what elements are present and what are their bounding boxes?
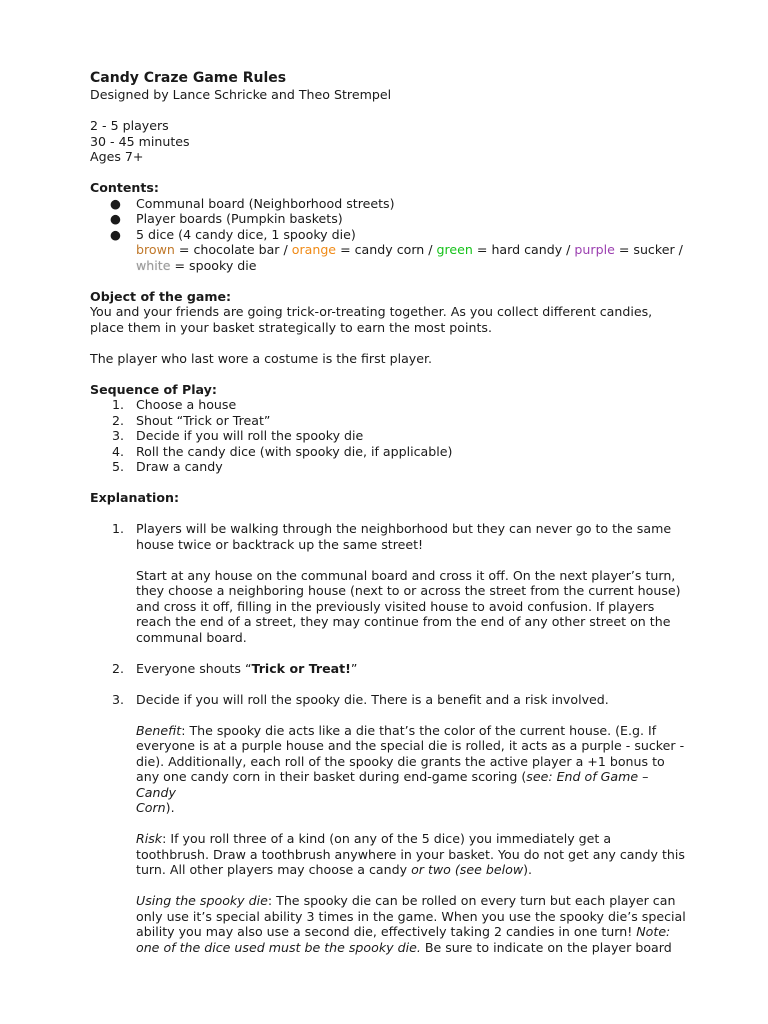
list-item: ● 5 dice (4 candy dice, 1 spooky die) — [110, 226, 356, 242]
list-item: ● Communal board (Neighborhood streets) — [110, 195, 395, 211]
explanation-item-3: 3. Decide if you will roll the spooky die. There is a benefit and a risk involved. Benefit: The spooky die acts like a die that’s the color of the current house. (E.g. If everyone is at a purple house and the special die is rolled, it acts as a purple - sucker - die). Additionally, each roll of the spooky die grants the active player a +1 bonus to any one candy corn in their basket during end-game scoring (see: End of Game – Candy Corn). Risk: If you roll three of a kind (on any of the 5 dice) you immediately get a toothbrush. Draw a toothbrush anywhere in your basket. You do not get any candy this turn. All other players may choose a candy or two (see below). Using the spooky die: The spooky die can be rolled on every turn but each player can only use it’s special ability 3 times in the game. When you use the spooky die’s special ability you may also use a second die, effectively taking 2 candies in one turn! Note: one of the dice used must be the spooky die. Be sure to indicate on the player board — [90, 692, 690, 956]
list-item: 3. Decide if you will roll the spooky die — [112, 428, 364, 443]
object-text-1: You and your friends are going trick-or-treating together. As you collect different candies, — [90, 304, 653, 319]
explanation-heading: Explanation: — [90, 490, 180, 505]
list-item: 1. Choose a house — [112, 397, 237, 412]
contents-heading: Contents: — [90, 180, 159, 195]
white-word: white — [136, 257, 171, 273]
rules-document — [90, 70, 690, 955]
object-heading: Object of the game: — [90, 288, 232, 304]
bullet-icon: ● — [110, 211, 121, 226]
byline: Designed by Lance Schricke and Theo Strempel — [90, 87, 392, 102]
dice-color-legend-cont: white = spooky die — [136, 257, 257, 273]
document-title: Candy Craze Game Rules — [90, 70, 287, 86]
sequence-list — [90, 397, 690, 475]
bullet-icon: ● — [110, 195, 121, 211]
risk-paragraph: Risk: If you roll three of a kind (on any of the 5 dice) you immediately get a — [136, 831, 612, 846]
list-item: 2. Shout “Trick or Treat” — [112, 412, 271, 428]
using-spooky-die-paragraph: Using the spooky die: The spooky die can be rolled on every turn but each player can — [136, 893, 676, 908]
purple-word: purple — [574, 242, 615, 257]
list-item: 4. Roll the candy dice (with spooky die, if applicable) — [112, 443, 453, 459]
contents-list — [90, 196, 690, 243]
bullet-icon: ● — [110, 226, 121, 242]
benefit-paragraph: Benefit: The spooky die acts like a die that’s the color of the current house. (E.g. If — [136, 722, 657, 738]
list-item: 5. Draw a candy — [112, 459, 223, 474]
green-word: green — [436, 242, 473, 257]
play-time: 30 - 45 minutes — [90, 133, 190, 149]
first-player-rule: The player who last wore a costume is the first player. — [90, 350, 433, 366]
dice-color-legend: brown = chocolate bar / orange = candy corn / green = hard candy / purple = sucker / — [136, 242, 683, 257]
brown-word: brown — [136, 242, 175, 257]
sequence-heading: Sequence of Play: — [90, 381, 217, 397]
explanation-item-2: 2. Everyone shouts “Trick or Treat!” — [112, 660, 358, 676]
explanation-item-1: 1. Players will be walking through the neighborhood but they can never go to the same house twice or backtrack up the same street! Start at any house on the communal board and cross it off. On the next player’s turn, they choose a neighboring house (next to or across the street from the current house) and cross it off, filling in the previously visited house to avoid confusion. If players reach the end of a street, they may continue from the end of any other street on the communal board. — [112, 521, 681, 645]
orange-word: orange — [291, 242, 337, 257]
age-range: Ages 7+ — [90, 149, 144, 164]
object-text-2: place them in your basket strategically to earn the most points. — [90, 319, 492, 335]
player-count: 2 - 5 players — [90, 118, 169, 133]
list-item: ● Player boards (Pumpkin baskets) — [110, 211, 343, 226]
